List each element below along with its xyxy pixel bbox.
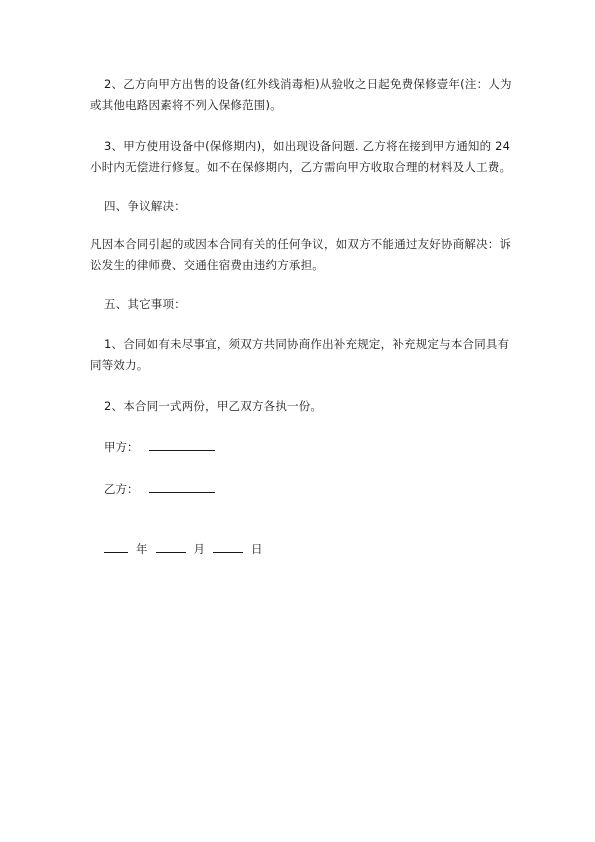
clause-3-repair: 3、甲方使用设备中(保修期内)，如出现设备问题. 乙方将在接到甲方通知的 24 小时内无偿进行修复。如不在保修期内，乙方需向甲方收取合理的材料及人工费。 — [90, 139, 512, 174]
year-blank — [104, 540, 128, 553]
other-clause-1: 1、合同如有未尽事宜，须双方共同协商作出补充规定，补充规定与本合同具有同等效力。 — [90, 337, 510, 372]
party-a-blank — [149, 438, 215, 451]
party-b-signature — [104, 480, 215, 497]
dispute-clause: 凡因本合同引起的或因本合同有关的任何争议，如双方不能通过友好协商解决：诉讼发生的律师费、交通住宿费由违约方承担。 — [90, 237, 512, 272]
month-label: 月 — [193, 542, 205, 556]
date-line — [104, 540, 271, 557]
year-label: 年 — [136, 542, 148, 556]
section-heading-other: 五、其它事项： — [104, 297, 186, 311]
party-b-blank — [149, 480, 215, 493]
day-label: 日 — [251, 542, 263, 556]
clause-2-warranty: 2、乙方向甲方出售的设备(红外线消毒柜)从验收之日起免费保修壹年(注：人为或其他电路因素将不列入保修范围)。 — [90, 77, 512, 112]
other-clause-2: 2、本合同一式两份，甲乙双方各执一份。 — [104, 399, 323, 413]
party-b-label: 乙方： — [104, 482, 139, 496]
section-heading-dispute: 四、争议解决： — [104, 199, 186, 213]
party-a-label: 甲方： — [104, 440, 139, 454]
day-blank — [213, 540, 243, 553]
month-blank — [156, 540, 186, 553]
party-a-signature — [104, 438, 215, 455]
